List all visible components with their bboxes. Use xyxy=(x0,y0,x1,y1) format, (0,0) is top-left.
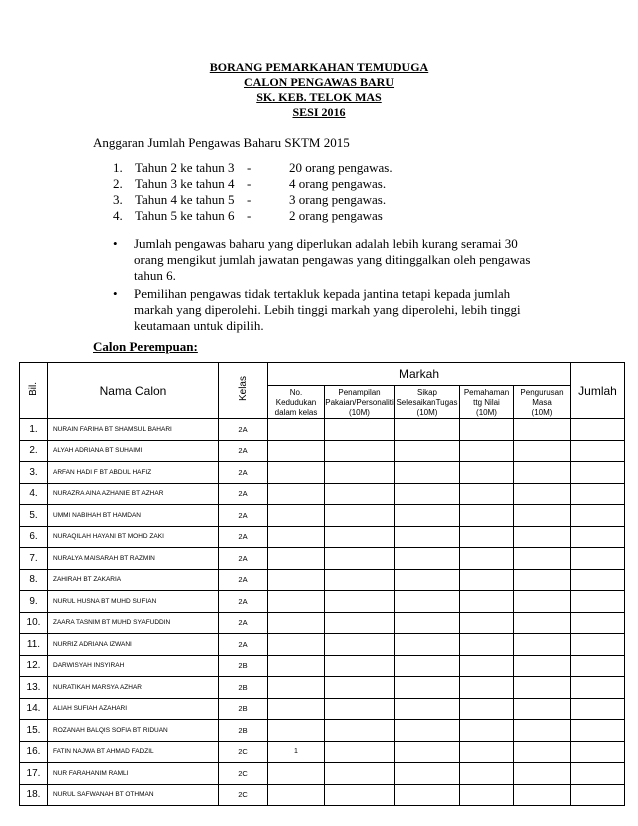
cell-penampilan xyxy=(325,612,395,634)
cell-pemahaman xyxy=(460,483,514,505)
cell-sikap xyxy=(395,763,460,785)
cell-kelas: 2B xyxy=(219,720,268,742)
cell-name: ZAHIRAH BT ZAKARIA xyxy=(48,569,219,591)
budget-item xyxy=(113,160,393,176)
header-pemahaman-line: Pemahaman xyxy=(463,388,510,397)
budget-list xyxy=(113,160,393,224)
budget-description: Tahun 4 ke tahun 5 xyxy=(135,192,235,207)
cell-penampilan xyxy=(325,720,395,742)
cell-sikap xyxy=(395,569,460,591)
header-sikap-line: (10M) xyxy=(416,408,438,417)
cell-bil: 10. xyxy=(20,612,48,634)
cell-kelas: 2A xyxy=(219,634,268,656)
title-line-1: BORANG PEMARKAHAN TEMUDUGA xyxy=(209,60,429,74)
cell-name: NURAQILAH HAYANI BT MOHD ZAKI xyxy=(48,526,219,548)
cell-kedudukan xyxy=(268,698,325,720)
table-row xyxy=(20,612,625,634)
cell-kedudukan xyxy=(268,655,325,677)
cell-pemahaman xyxy=(460,440,514,462)
budget-description: Tahun 5 ke tahun 6 xyxy=(135,208,235,223)
cell-bil: 18. xyxy=(20,784,48,806)
cell-sikap xyxy=(395,505,460,527)
cell-kelas: 2A xyxy=(219,569,268,591)
cell-penampilan xyxy=(325,462,395,484)
cell-pengurusan xyxy=(514,440,571,462)
cell-penampilan xyxy=(325,784,395,806)
cell-sikap xyxy=(395,677,460,699)
cell-jumlah xyxy=(571,634,625,656)
cell-bil: 12. xyxy=(20,655,48,677)
header-sikap-line: Sikap xyxy=(416,388,437,397)
budget-item xyxy=(113,208,393,224)
table-row xyxy=(20,419,625,441)
cell-kedudukan xyxy=(268,419,325,441)
cell-pengurusan xyxy=(514,720,571,742)
cell-bil: 4. xyxy=(20,483,48,505)
table-row xyxy=(20,591,625,613)
cell-penampilan xyxy=(325,505,395,527)
cell-name: NURAIN FARIHA BT SHAMSUL BAHARI xyxy=(48,419,219,441)
cell-bil: 16. xyxy=(20,741,48,763)
cell-sikap xyxy=(395,548,460,570)
cell-sikap xyxy=(395,655,460,677)
budget-dash: - xyxy=(247,208,252,223)
cell-sikap xyxy=(395,612,460,634)
cell-kedudukan xyxy=(268,763,325,785)
cell-sikap xyxy=(395,440,460,462)
budget-dash: - xyxy=(247,160,252,175)
cell-jumlah xyxy=(571,526,625,548)
title-line-4: SESI 2016 xyxy=(292,105,346,119)
cell-kedudukan xyxy=(268,612,325,634)
cell-pengurusan xyxy=(514,612,571,634)
cell-penampilan xyxy=(325,741,395,763)
header-pengurusan-line: Masa xyxy=(532,398,552,407)
cell-kelas: 2A xyxy=(219,440,268,462)
cell-penampilan xyxy=(325,526,395,548)
cell-kedudukan xyxy=(268,591,325,613)
cell-name: ALIAH SUFIAH AZAHARI xyxy=(48,698,219,720)
header-nama: Nama Calon xyxy=(48,363,219,419)
cell-pengurusan xyxy=(514,505,571,527)
header-markah: Markah xyxy=(268,363,571,386)
cell-name: NURALYA MAISARAH BT RAZMIN xyxy=(48,548,219,570)
header-pemahaman xyxy=(460,386,514,419)
cell-penampilan xyxy=(325,655,395,677)
cell-jumlah xyxy=(571,612,625,634)
header-kelas-label: Kelas xyxy=(237,376,249,402)
cell-penampilan xyxy=(325,677,395,699)
cell-bil: 11. xyxy=(20,634,48,656)
cell-pengurusan xyxy=(514,483,571,505)
header-jumlah: Jumlah xyxy=(571,363,625,419)
budget-value: 2 orang pengawas xyxy=(289,208,383,223)
budget-number: 3. xyxy=(113,192,123,207)
cell-pemahaman xyxy=(460,612,514,634)
cell-jumlah xyxy=(571,548,625,570)
cell-pemahaman xyxy=(460,462,514,484)
budget-value: 3 orang pengawas. xyxy=(289,192,387,207)
section-heading: Calon Perempuan: xyxy=(93,339,198,354)
cell-sikap xyxy=(395,784,460,806)
cell-sikap xyxy=(395,634,460,656)
cell-pemahaman xyxy=(460,526,514,548)
cell-penampilan xyxy=(325,440,395,462)
table-row xyxy=(20,763,625,785)
cell-name: NURAZRA AINA AZHANIE BT AZHAR xyxy=(48,483,219,505)
cell-pengurusan xyxy=(514,569,571,591)
cell-sikap xyxy=(395,720,460,742)
cell-pengurusan xyxy=(514,591,571,613)
cell-kelas: 2B xyxy=(219,655,268,677)
cell-jumlah xyxy=(571,591,625,613)
budget-item xyxy=(113,176,393,192)
table-row xyxy=(20,483,625,505)
cell-jumlah xyxy=(571,720,625,742)
cell-pemahaman xyxy=(460,548,514,570)
cell-bil: 9. xyxy=(20,591,48,613)
cell-pengurusan xyxy=(514,784,571,806)
budget-value: 20 orang pengawas. xyxy=(289,160,393,175)
cell-jumlah xyxy=(571,698,625,720)
cell-sikap xyxy=(395,698,460,720)
header-pemahaman-line: (10M) xyxy=(476,408,497,417)
cell-penampilan xyxy=(325,483,395,505)
table-row xyxy=(20,526,625,548)
cell-kelas: 2A xyxy=(219,505,268,527)
table-row xyxy=(20,784,625,806)
note-item: • Pemilihan pengawas tidak tertakluk kepada jantina tetapi kepada jumlah markah yang diperolehi. Lebih tinggi markah yang diperolehi, lebih tinggi keutamaan untuk dipilih. xyxy=(113,286,543,334)
cell-sikap xyxy=(395,591,460,613)
cell-kelas: 2A xyxy=(219,526,268,548)
cell-kedudukan xyxy=(268,526,325,548)
budget-number: 2. xyxy=(113,176,123,191)
cell-bil: 5. xyxy=(20,505,48,527)
cell-kelas: 2A xyxy=(219,462,268,484)
budget-dash: - xyxy=(247,176,252,191)
cell-kelas: 2A xyxy=(219,548,268,570)
budget-value: 4 orang pengawas. xyxy=(289,176,387,191)
cell-pengurusan xyxy=(514,655,571,677)
cell-kelas: 2C xyxy=(219,763,268,785)
header-sikap xyxy=(395,386,460,419)
cell-jumlah xyxy=(571,677,625,699)
table-row xyxy=(20,677,625,699)
cell-penampilan xyxy=(325,419,395,441)
cell-kedudukan xyxy=(268,483,325,505)
cell-kelas: 2A xyxy=(219,419,268,441)
title-line-3: SK. KEB. TELOK MAS xyxy=(256,90,382,104)
cell-jumlah xyxy=(571,784,625,806)
table-row xyxy=(20,655,625,677)
cell-bil: 1. xyxy=(20,419,48,441)
cell-bil: 14. xyxy=(20,698,48,720)
header-kedudukan-line: Kedudukan xyxy=(275,398,317,407)
cell-kedudukan xyxy=(268,720,325,742)
table-row xyxy=(20,548,625,570)
cell-pemahaman xyxy=(460,569,514,591)
cell-pemahaman xyxy=(460,763,514,785)
cell-pengurusan xyxy=(514,698,571,720)
cell-penampilan xyxy=(325,569,395,591)
budget-description: Tahun 2 ke tahun 3 xyxy=(135,160,235,175)
cell-penampilan xyxy=(325,634,395,656)
cell-pengurusan xyxy=(514,677,571,699)
cell-jumlah xyxy=(571,763,625,785)
cell-bil: 6. xyxy=(20,526,48,548)
cell-penampilan xyxy=(325,698,395,720)
cell-pengurusan xyxy=(514,526,571,548)
table-row xyxy=(20,462,625,484)
header-pengurusan-line: (10M) xyxy=(531,408,553,417)
cell-jumlah xyxy=(571,419,625,441)
cell-kedudukan xyxy=(268,784,325,806)
cell-pemahaman xyxy=(460,655,514,677)
cell-pemahaman xyxy=(460,505,514,527)
cell-jumlah xyxy=(571,741,625,763)
header-pemahaman-line: ttg Nilai xyxy=(473,398,500,407)
cell-pengurusan xyxy=(514,548,571,570)
cell-name: NURRIZ ADRIANA IZWANI xyxy=(48,634,219,656)
cell-pemahaman xyxy=(460,634,514,656)
cell-bil: 8. xyxy=(20,569,48,591)
table-row xyxy=(20,634,625,656)
form-title xyxy=(0,60,638,120)
cell-pemahaman xyxy=(460,419,514,441)
cell-sikap xyxy=(395,526,460,548)
cell-sikap xyxy=(395,741,460,763)
cell-kedudukan: 1 xyxy=(268,741,325,763)
cell-penampilan xyxy=(325,591,395,613)
cell-pemahaman xyxy=(460,741,514,763)
budget-number: 4. xyxy=(113,208,123,223)
cell-penampilan xyxy=(325,548,395,570)
header-penampilan-line: Penampilan xyxy=(338,388,381,397)
cell-bil: 7. xyxy=(20,548,48,570)
cell-name: ALYAH ADRIANA BT SUHAIMI xyxy=(48,440,219,462)
header-penampilan xyxy=(325,386,395,419)
cell-jumlah xyxy=(571,655,625,677)
title-line-2: CALON PENGAWAS BARU xyxy=(243,75,395,89)
cell-pengurusan xyxy=(514,462,571,484)
cell-name: NURUL SAFWANAH BT OTHMAN xyxy=(48,784,219,806)
cell-kelas: 2A xyxy=(219,612,268,634)
budget-heading: Anggaran Jumlah Pengawas Baharu SKTM 2015 xyxy=(93,135,350,150)
cell-name: DARWISYAH INSYIRAH xyxy=(48,655,219,677)
cell-jumlah xyxy=(571,440,625,462)
table-row xyxy=(20,741,625,763)
cell-kelas: 2B xyxy=(219,698,268,720)
budget-description: Tahun 3 ke tahun 4 xyxy=(135,176,235,191)
cell-name: ARFAN HADI F BT ABDUL HAFIZ xyxy=(48,462,219,484)
cell-kelas: 2C xyxy=(219,784,268,806)
note-item: • Jumlah pengawas baharu yang diperlukan adalah lebih kurang seramai 30 orang mengikut jumlah jawatan pengawas yang ditinggalkan oleh pengawas tahun 6. xyxy=(113,236,543,284)
cell-pengurusan xyxy=(514,763,571,785)
cell-kedudukan xyxy=(268,440,325,462)
header-pengurusan xyxy=(514,386,571,419)
budget-item xyxy=(113,192,393,208)
cell-pemahaman xyxy=(460,720,514,742)
cell-penampilan xyxy=(325,763,395,785)
header-sikap-line: SelesaikanTugas xyxy=(396,398,458,407)
budget-dash: - xyxy=(247,192,252,207)
table-row xyxy=(20,505,625,527)
scoring-table xyxy=(19,362,625,806)
table-row xyxy=(20,698,625,720)
cell-name: NUR FARAHANIM RAMLI xyxy=(48,763,219,785)
cell-sikap xyxy=(395,483,460,505)
cell-kedudukan xyxy=(268,634,325,656)
notes-list xyxy=(113,236,543,336)
cell-pengurusan xyxy=(514,741,571,763)
cell-kedudukan xyxy=(268,505,325,527)
table-row xyxy=(20,440,625,462)
budget-number: 1. xyxy=(113,160,123,175)
header-kelas xyxy=(219,363,268,419)
header-penampilan-line: Pakaian/Personaliti xyxy=(325,398,394,407)
cell-bil: 3. xyxy=(20,462,48,484)
cell-pemahaman xyxy=(460,784,514,806)
cell-sikap xyxy=(395,419,460,441)
header-kedudukan-line: dalam kelas xyxy=(274,408,318,417)
cell-name: ROZANAH BALQIS SOFIA BT RIDUAN xyxy=(48,720,219,742)
cell-kedudukan xyxy=(268,569,325,591)
table-row xyxy=(20,569,625,591)
header-kedudukan-line: No. xyxy=(289,388,303,397)
header-pengurusan-line: Pengurusan xyxy=(520,388,564,397)
cell-bil: 15. xyxy=(20,720,48,742)
cell-kedudukan xyxy=(268,548,325,570)
cell-bil: 2. xyxy=(20,440,48,462)
table-body xyxy=(20,419,625,806)
cell-pengurusan xyxy=(514,634,571,656)
cell-jumlah xyxy=(571,483,625,505)
cell-sikap xyxy=(395,462,460,484)
cell-kedudukan xyxy=(268,462,325,484)
cell-pengurusan xyxy=(514,419,571,441)
cell-jumlah xyxy=(571,462,625,484)
header-bil-label: Bil. xyxy=(28,382,39,396)
cell-name: NURUL HUSNA BT MUHD SUFIAN xyxy=(48,591,219,613)
header-penampilan-line: (10M) xyxy=(349,408,370,417)
cell-kedudukan xyxy=(268,677,325,699)
cell-jumlah xyxy=(571,505,625,527)
cell-name: NURATIKAH MARSYA AZHAR xyxy=(48,677,219,699)
header-bil xyxy=(20,363,48,419)
cell-pemahaman xyxy=(460,698,514,720)
cell-name: FATIN NAJWA BT AHMAD FADZIL xyxy=(48,741,219,763)
header-kedudukan xyxy=(268,386,325,419)
cell-name: UMMI NABIHAH BT HAMDAN xyxy=(48,505,219,527)
cell-bil: 13. xyxy=(20,677,48,699)
cell-kelas: 2C xyxy=(219,741,268,763)
cell-kelas: 2A xyxy=(219,591,268,613)
table-row xyxy=(20,720,625,742)
cell-bil: 17. xyxy=(20,763,48,785)
cell-kelas: 2A xyxy=(219,483,268,505)
cell-kelas: 2B xyxy=(219,677,268,699)
cell-name: ZAARA TASNIM BT MUHD SYAFUDDIN xyxy=(48,612,219,634)
cell-jumlah xyxy=(571,569,625,591)
cell-pemahaman xyxy=(460,677,514,699)
cell-pemahaman xyxy=(460,591,514,613)
